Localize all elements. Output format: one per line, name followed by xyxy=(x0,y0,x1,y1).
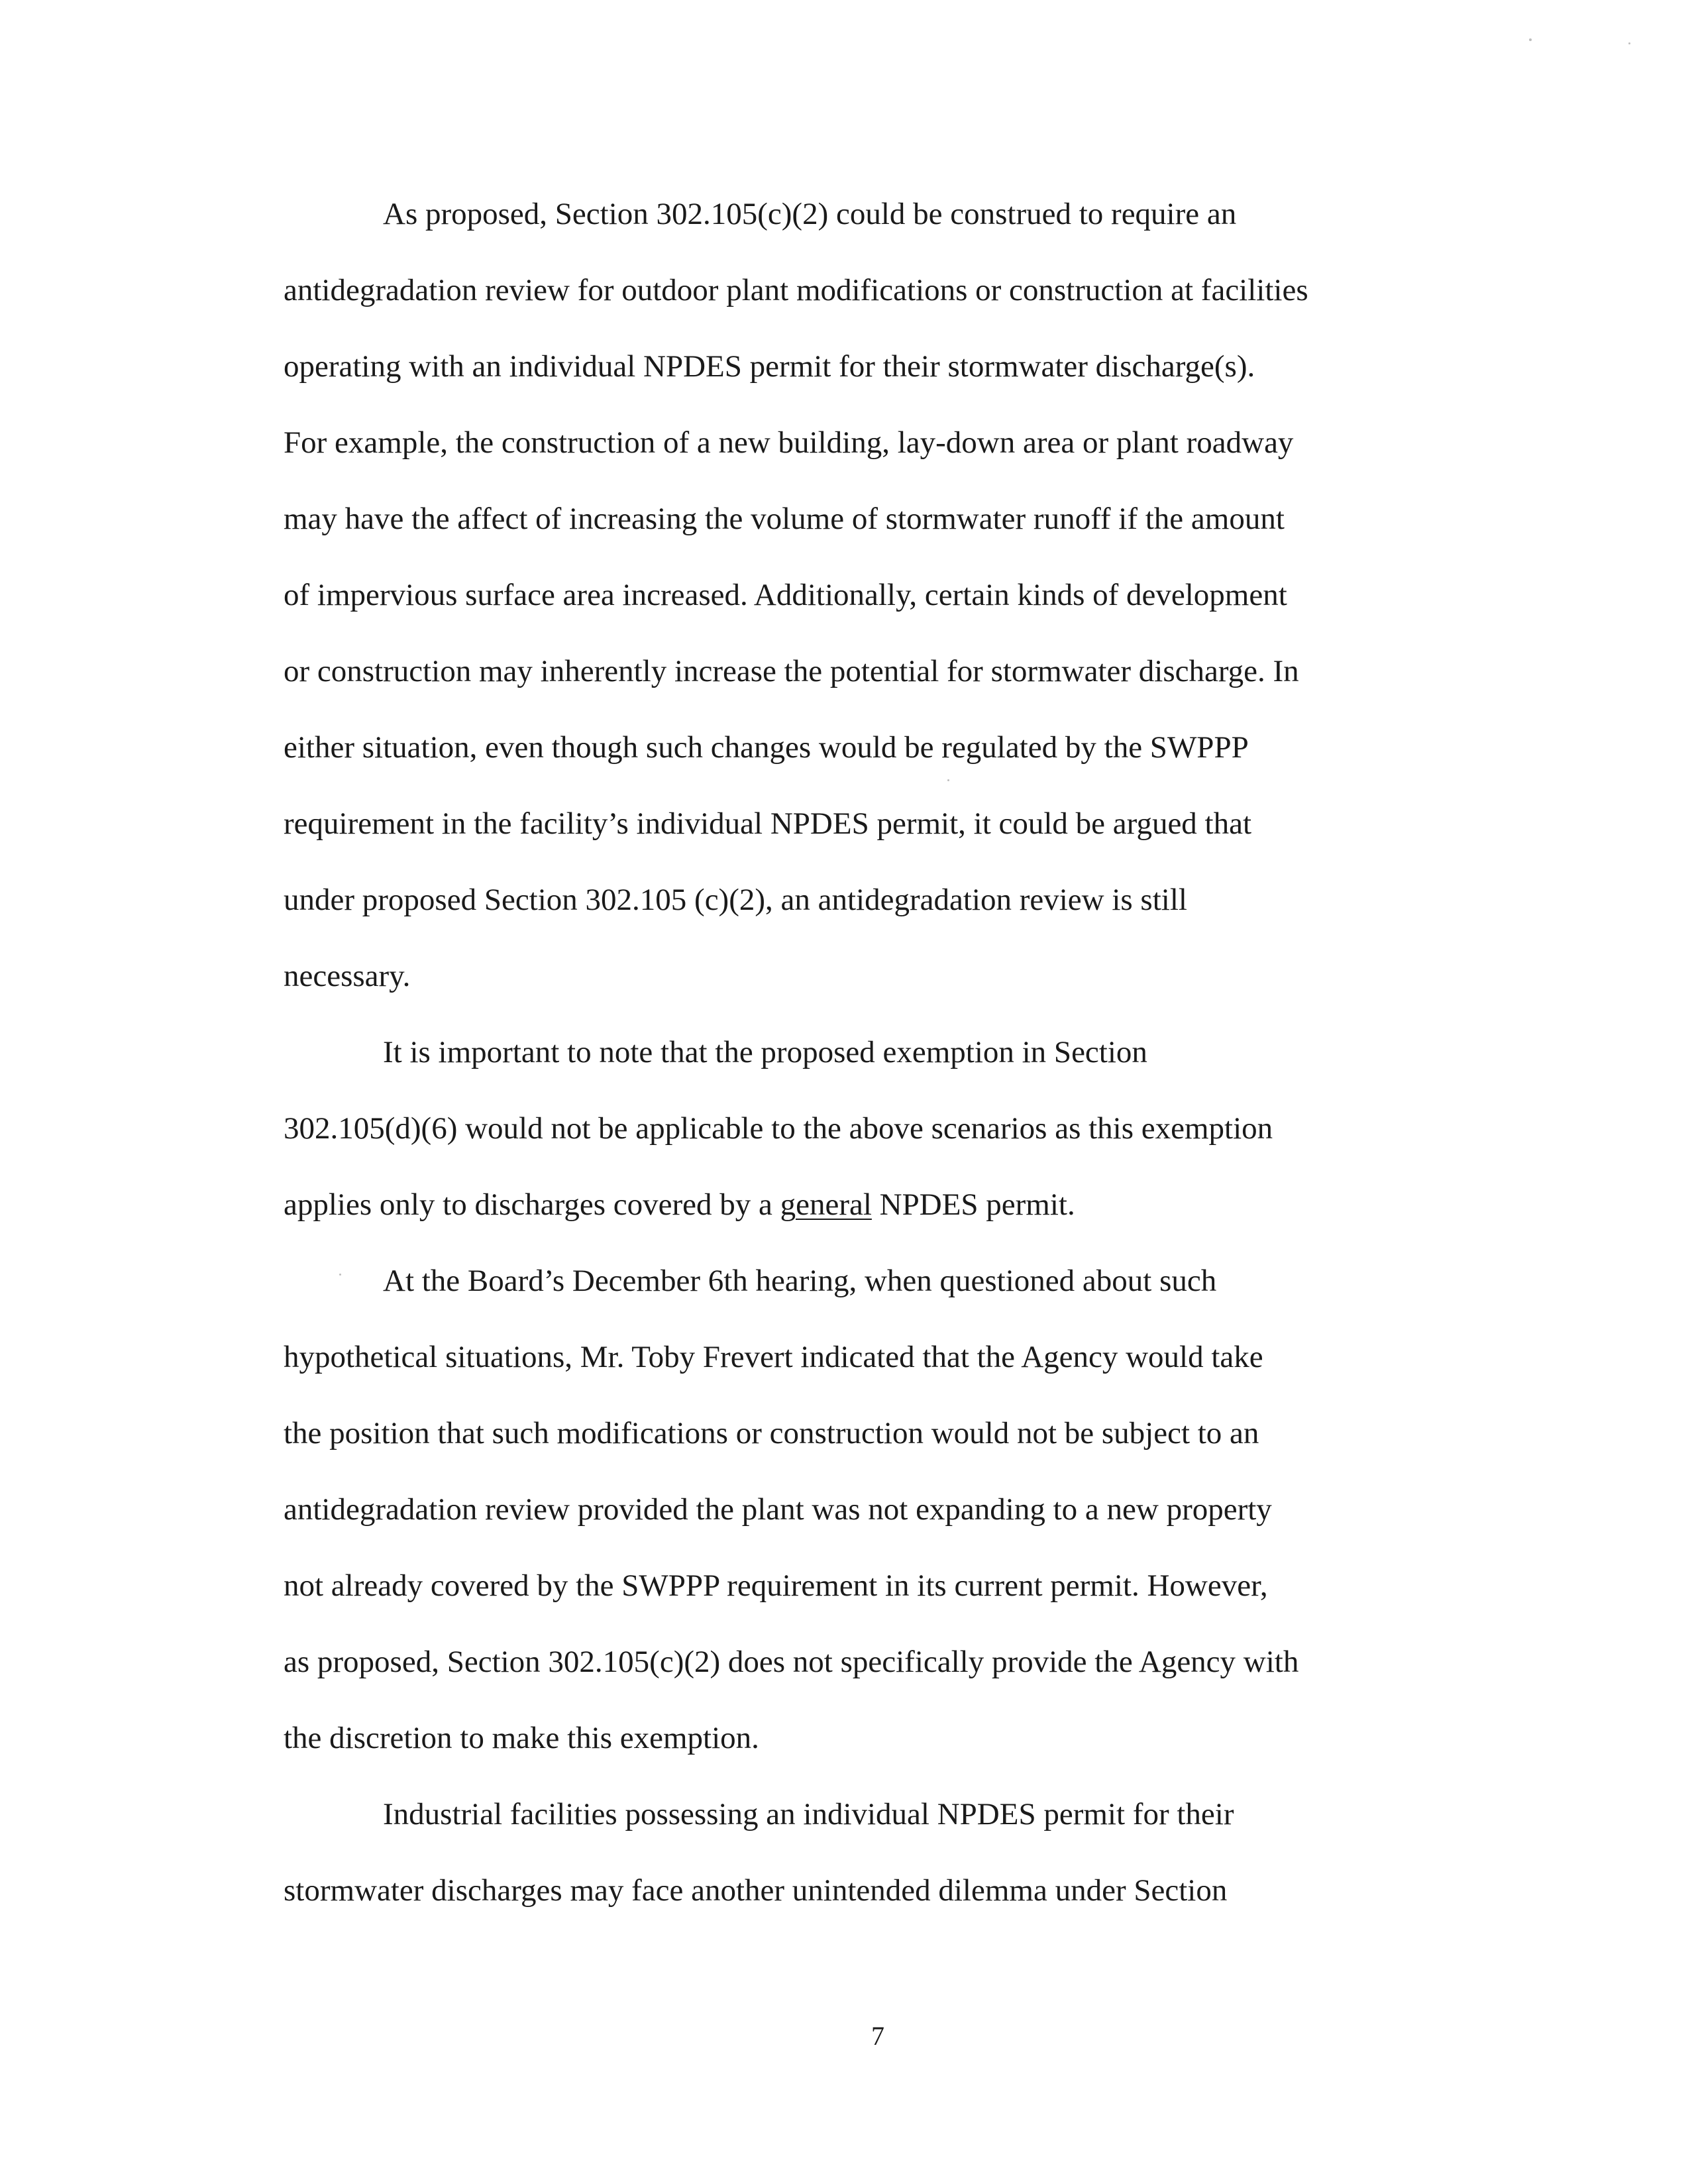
paragraph-1-line-10: under proposed Section 302.105 (c)(2), an antidegradation review is still xyxy=(284,883,1187,917)
paragraph-1-line-5: may have the affect of increasing the volume of stormwater runoff if the amount xyxy=(284,502,1285,536)
paragraph-1-line-3: operating with an individual NPDES permit for their stormwater discharge(s). xyxy=(284,349,1255,384)
line-text-before: applies only to discharges covered by a xyxy=(284,1187,780,1222)
paragraph-4-line-2: stormwater discharges may face another unintended dilemma under Section xyxy=(284,1873,1228,1908)
paragraph-1-line-4: For example, the construction of a new building, lay-down area or plant roadway xyxy=(284,425,1294,460)
scan-speck xyxy=(1529,38,1532,41)
paragraph-2-line-3 xyxy=(284,1167,1403,1243)
line-text-after: NPDES permit. xyxy=(871,1187,1075,1222)
page-number: 7 xyxy=(871,2021,884,2051)
paragraph-3-line-4: antidegradation review provided the plant was not expanding to a new property xyxy=(284,1492,1272,1527)
paragraph-3-line-3: the position that such modifications or construction would not be subject to an xyxy=(284,1416,1259,1450)
paragraph-2-line-1: It is important to note that the proposed exemption in Section xyxy=(383,1035,1147,1069)
paragraph-1-line-1: As proposed, Section 302.105(c)(2) could be construed to require an xyxy=(383,197,1237,231)
paragraph-1 xyxy=(284,176,1403,1014)
paragraph-1-line-7: or construction may inherently increase the potential for stormwater discharge. In xyxy=(284,654,1299,688)
paragraph-3-line-2: hypothetical situations, Mr. Toby Frevert indicated that the Agency would take xyxy=(284,1340,1263,1374)
scan-speck xyxy=(339,1274,341,1276)
paragraph-3-line-7: the discretion to make this exemption. xyxy=(284,1721,759,1755)
underlined-term: general xyxy=(780,1187,872,1222)
paragraph-2-line-2: 302.105(d)(6) would not be applicable to the above scenarios as this exemption xyxy=(284,1111,1273,1146)
paragraph-1-line-2: antidegradation review for outdoor plant modifications or construction at facilities xyxy=(284,273,1308,307)
paragraph-3-line-1: At the Board’s December 6th hearing, when questioned about such xyxy=(383,1264,1217,1298)
scan-speck xyxy=(947,779,949,781)
paragraph-3-line-5: not already covered by the SWPPP requirement in its current permit. However, xyxy=(284,1568,1268,1603)
paragraph-4-line-1: Industrial facilities possessing an individual NPDES permit for their xyxy=(383,1797,1234,1831)
paragraph-3-line-6: as proposed, Section 302.105(c)(2) does not specifically provide the Agency with xyxy=(284,1645,1299,1679)
paragraph-1-line-11: necessary. xyxy=(284,959,411,993)
paragraph-1-line-9: requirement in the facility’s individual NPDES permit, it could be argued that xyxy=(284,806,1252,841)
paragraph-1-line-8: either situation, even though such changes would be regulated by the SWPPP xyxy=(284,730,1249,765)
paragraph-4 xyxy=(284,1776,1403,1929)
scan-speck xyxy=(1628,42,1630,44)
paragraph-3 xyxy=(284,1243,1403,1776)
paragraph-1-line-6: of impervious surface area increased. Additionally, certain kinds of development xyxy=(284,578,1287,612)
document-body xyxy=(284,176,1403,1929)
paragraph-2 xyxy=(284,1014,1403,1243)
